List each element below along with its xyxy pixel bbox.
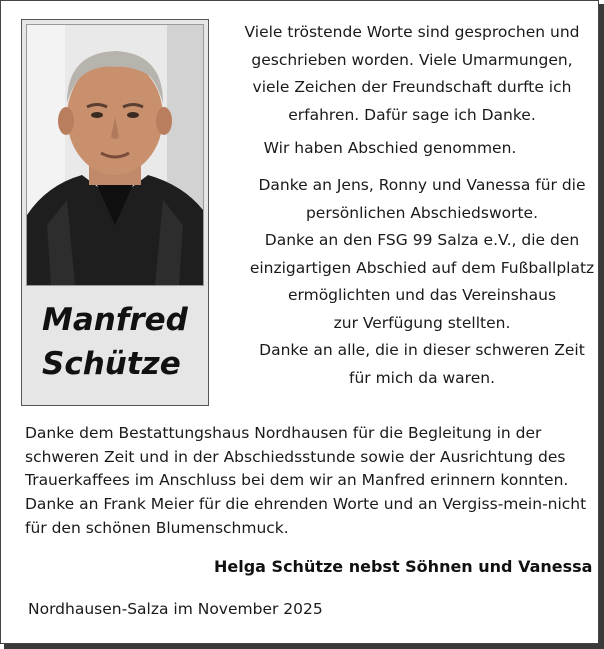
frame-shadow-bottom	[4, 644, 604, 649]
intro-line: viele Zeichen der Freundschaft durfte ich	[252, 78, 572, 96]
bottom-line: Danke dem Bestattungshaus Nordhausen für die Begleitung in der	[25, 424, 542, 442]
bottom-line: schweren Zeit und in der Abschiedsstunde sowie der Ausrichtung des	[25, 447, 566, 466]
intro-line: geschrieben worden. Viele Umarmungen,	[251, 50, 573, 69]
intro-line: Viele tröstende Worte sind gesprochen und	[244, 23, 580, 41]
portrait-photo	[26, 24, 204, 286]
thanks-line: Danke an alle, die in dieser schweren Zeit	[259, 341, 585, 359]
name-first: Manfred	[42, 302, 188, 338]
thanks-line: für mich da waren.	[348, 368, 496, 387]
thanks-line: persönlichen Abschiedsworte.	[305, 203, 539, 222]
farewell-line: Wir haben Abschied genommen.	[263, 139, 517, 157]
thanks-line: Danke an Jens, Ronny und Vanessa für die	[258, 176, 586, 194]
name-last: Schütze	[42, 346, 181, 382]
bottom-line: für den schönen Blumenschmuck.	[25, 518, 289, 537]
thanks-line: zur Verfügung stellten.	[333, 313, 511, 332]
intro-line: erfahren. Dafür sage ich Danke.	[288, 105, 536, 124]
deceased-name	[22, 298, 208, 386]
thanks-line: ermöglichten und das Vereinshaus	[287, 286, 557, 304]
portrait-box	[21, 19, 209, 406]
bottom-paragraph	[25, 422, 595, 541]
signature: Helga Schütze nebst Söhnen und Vanessa	[214, 557, 593, 576]
bottom-line: Trauerkaffees im Anschluss bei dem wir an Manfred erinnern konnten.	[25, 471, 569, 490]
thanks-paragraph	[238, 172, 604, 392]
thanks-line: Danke an den FSG 99 Salza e.V., die den	[264, 231, 580, 249]
intro-paragraph	[228, 19, 596, 129]
thanks-line: einzigartigen Abschied auf dem Fußballplatz	[249, 258, 595, 277]
place-date: Nordhausen-Salza im November 2025	[28, 600, 323, 618]
bottom-line: Danke an Frank Meier für die ehrenden Worte und an Vergiss-mein-nicht	[25, 495, 587, 514]
